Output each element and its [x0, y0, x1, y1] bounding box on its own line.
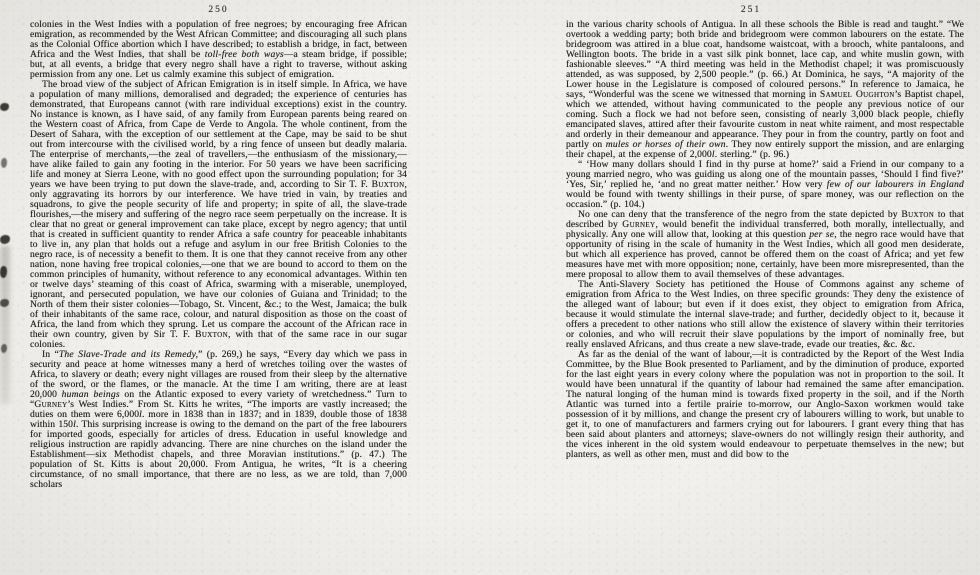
scan-artifact — [0, 235, 10, 244]
page-right — [566, 5, 964, 460]
paragraph: colonies in the West Indies with a population of free negroes; by encouraging free African emigration, as recommended by the West African Committee; and discouraging all such plans as the Colonial Office abortion which I have described; to establish a bridge, in fact, between Africa and the West Indies, that shall be toll-free both ways—a steam bridge, if possible; but, at all events, a bridge that every negro shall have a right to traverse, without asking permission from any one. Let us calmly examine this subject of emigration. — [30, 19, 407, 80]
page-number-left: 250 — [208, 5, 229, 15]
paragraph: In “The Slave-Trade and its Remedy,” (p. 269,) he says, “Every day which we pass in security and peace at home witnesses many a herd of wretches toiling over the wastes of Africa, to slavery or death; every night villages are roused from their sleep by the alternative of the sword, or the flames, or the manacle. At the time I am writing, there are at least 20,000 human beings on the Atlantic exposed to every variety of wretchedness.” Turn to “Gurney’s West Indies.” From St. Kitts he writes, “The imports are vastly increased; the duties on them were 6,000l. more in 1838 than in 1837; and in 1839, double those of 1838 within 150l. This surprising increase is owing to the demand on the part of the free labourers for imported goods, especially for articles of dress. Education in useful knowledge and religious instruction are rapidly advancing. There are nine churches on the island under the Establishment—six Methodist chapels, and three Moravian institutions.” (p. 47.) The population of St. Kitts is about 20,000. From Antigua, he writes, “It is a cheering circumstance, of no small importance, that there are no less, as we are told, than 7,000 scholars — [30, 349, 407, 490]
page-number-right: 251 — [740, 5, 762, 15]
paragraph: in the various charity schools of Antigua. In all these schools the Bible is read and taught.” “We overtook a wedding party; both bride and bridegroom were common labourers on the estate. The bridegroom was attired in a blue coat, handsome waistcoat, with a brooch, white pantaloons, and Wellington boots. The bride in a vast silk pink bonnet, lace cap, and white muslin gown, with fashionable sleeves.” “A third meeting was held in the Methodist chapel; it was promiscuously attended, as was supposed, by 2,500 people.” (p. 66.) At Dominica, he says, “A majority of the Lower house in the Legislature is composed of coloured persons.” In reference to Jamaica, he says, “Wonderful was the scene we witnessed that morning in Samuel Oughton’s Baptist chapel, which we attended, without having communicated to the people any previous notice of our coming. Such a flock we had not before seen, consisting of nearly 3,000 black people, chiefly emancipated slaves, attired after their favourite custom in neat white raiment, and most respectable and orderly in their demeanour and appearance. They pour in from the country, partly on foot and partly on mules or horses of their own. They now entirely support the mission, and are enlarging their chapel, at the expense of 2,000l. sterling.” (p. 96.) — [566, 19, 965, 160]
scan-artifact — [1, 158, 7, 168]
paragraph: No one can deny that the transference of the negro from the state depicted by Buxton to that described by Gurney, would benefit the individual transferred, both morally, intellectually, and physically. Any one will allow that, looking at this question per se, the negro race would have that opportunity of rising in the scale of humanity in the West Indies, which all good men desiderate, but which all experience has proved, cannot be offered them on the coast of Africa; and yet few measures have met with more opposition; none, certainly, have been more misrepresented, than the mere proposal to allow them to avail themselves of these advantages. — [566, 209, 964, 280]
paragraph: The broad view of the subject of African Emigration is in itself simple. In Africa, we have a population of many millions, demoralised and degraded; the experience of centuries has demonstrated, that Europeans cannot (with rare individual exceptions) exist in the country. No instance is known, as I have said, of any family from European parents being reared on the Western coast of Africa, from Cape de Verde to Angola. The whole continent, from the Desert of Sahara, with the exception of our settlement at the Cape, may be said to be shut out from intercourse with the civilised world, by a ring fence of unseen but deadly malaria. The enterprise of merchants,—the zeal of travellers,—the enthusiasm of the missionary,—have alike failed to gain any footing in the interior. For 50 years we have been sacrificing life and money at Sierra Leone, with no good effect upon the surrounding population; for 34 years we have been trying to put down the slave-trade, and, according to Sir T. F. Buxton, only aggravating its horrors by our interference. We have tried in vain, by treaties and squadrons, to give the people security of life and property; in spite of all, the slave-trade flourishes,—the misery and suffering of the negro race seem perpetually on the increase. It is clear that no great or general improvement can take place, except by negro agency; that until that is created in sufficient quantity to render Africa a safe country for peaceable inhabitants to live in, any plan that holds out a refuge and asylum in our free British Colonies to the negro race, is of necessity a benefit to them. It is one that they cannot receive from any other nation, none having free tropical colonies,—one that we are bound to accord to them on the common principles of humanity, without reference to any economical advantages. Within ten or twelve days’ steaming of this coast of Africa, swarming with a miserable, unemployed, ignorant, and persecuted population, we have our colonies of Guiana and Trinidad; to the North of them their sister colonies—Tobago, St. Vincent, &c.; to the West, Jamaica; the bulk of their inhabitants of the same race, colour, and natural disposition as those on the coast of Africa, the land from which they sprung. Let us compare the account of the African race in their own country, given by Sir T. F. Buxton, with that of the same race in our sugar colonies. — [30, 79, 407, 350]
paragraph: The Anti-Slavery Society has petitioned the House of Commons against any scheme of emigration from Africa to the West Indies, on three specific grounds: They deny the existence of the alleged want of labour; but even if it does exist, they object to emigration from Africa, because it would stimulate the internal slave-trade; and further, decidedly object to it, because it offers a precedent to other nations who still allow the existence of slavery within their territories or colonies, and who will recruit their slave populations by the import of nominally free, but really enslaved Africans, and thus create a new slave-trade, evade our treaties, &c. &c. — [566, 279, 964, 350]
paragraph: As far as the denial of the want of labour,—it is contradicted by the Report of the West India Committee, by the Blue Book presented to Parliament, and by the diminution of produce, exported for the last eight years in every colony where the population was not in proportion to the soil. It would have been unnatural if the quantity of labour had remained the same after emancipation. The natural longing of the human mind is towards fixed property in the soil, and if the North Atlantic was turned into a fertile prairie to-morrow, our Anglo-Saxon workmen would take possession of it by millions, and change the present cry of labourers willing to work, but unable to get it, to one of manufacturers and farmers crying out for labourers. I grant every thing that has been said about planters and attorneys; slave-owners do not willingly resign their authority, and the vices inherent in the old system would endeavour to perpetuate themselves in the new; but planters, as well as other men, must and did bow to the — [566, 349, 964, 460]
scan-artifact — [0, 103, 9, 111]
page-left — [30, 5, 407, 490]
paragraph: “ ‘How many dollars should I find in thy purse at home?’ said a Friend in our company to a young married negro, who was guiding us along one of the mountain passes, ‘Should I find five?’ ‘Yes, Sir,’ replied he, ‘and no great matter neither.’ How very few of our labourers in England would be found with twenty shillings in their purse, of spare money, was our reflection on the occasion.” (p. 104.) — [566, 159, 964, 210]
